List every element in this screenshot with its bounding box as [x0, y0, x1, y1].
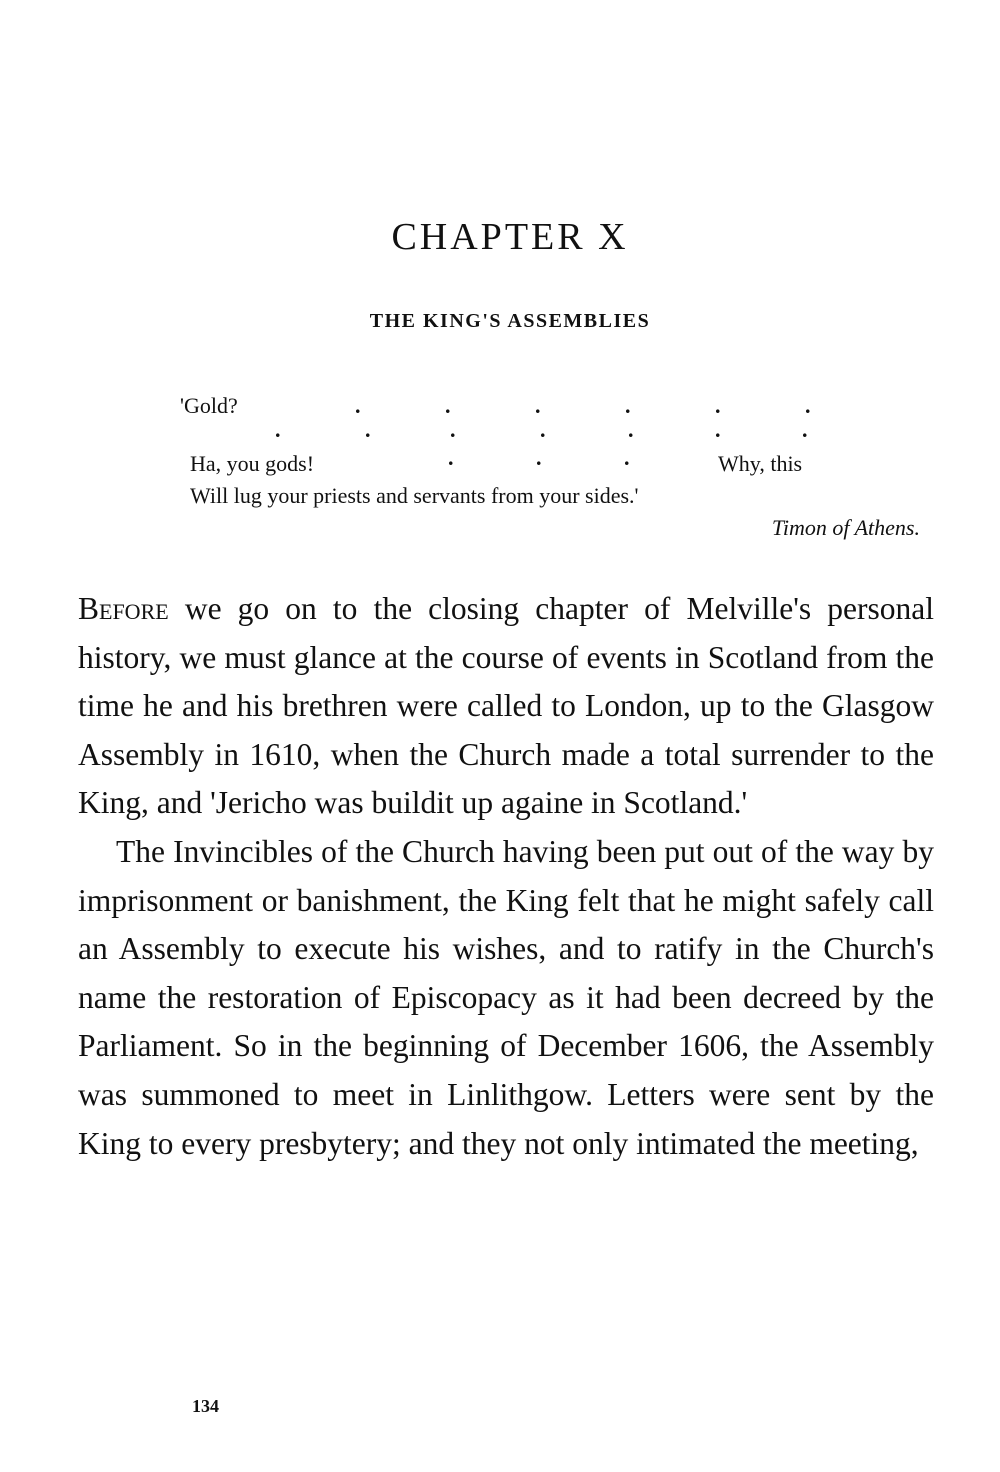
epigraph-line: [180, 480, 920, 512]
paragraph-text: we go on to the closing chapter of Melville's personal history, we must glance at the course of events in Scotland from the time he and his brethren were called to London, up to the Glasgow Assembly in 1610, when the Church made a total surrender to the King, and 'Jericho was buildit up againe in Scotland.': [78, 591, 934, 821]
epigraph-text: Why, this: [718, 451, 803, 476]
epigraph-attribution: Timon of Athens.: [771, 515, 920, 540]
epigraph-text: 'Gold?: [180, 393, 238, 418]
ellipsis-dot: .: [715, 417, 721, 442]
ellipsis-dot: .: [450, 417, 456, 442]
epigraph-attribution-line: [180, 512, 920, 544]
ellipsis-dot: .: [275, 417, 281, 442]
paragraph-lead-word: Before: [78, 591, 169, 626]
epigraph: [180, 390, 920, 544]
ellipsis-dot: .: [805, 393, 811, 418]
chapter-title: CHAPTER X: [391, 216, 629, 258]
paragraph: The Invincibles of the Church having been put out of the way by imprisonment or banishment, the King felt that he might safely call an Assembly to execute his wishes, and to ratify in the Church's name the restoration of Episcopacy as it had been decreed by the Parliament. So in the beginning of December 1606, the Assembly was summoned to meet in Linlithgow. Letters were sent by the King to every presbytery; and they not only intimated the meeting,: [78, 833, 934, 1161]
ellipsis-dot: .: [624, 445, 630, 470]
epigraph-line: [180, 445, 920, 480]
epigraph-text: Ha, you gods!: [190, 451, 315, 476]
ellipsis-dot: .: [715, 393, 721, 418]
chapter-subtitle: THE KING'S ASSEMBLIES: [369, 310, 651, 332]
ellipsis-dot: .: [535, 393, 541, 418]
ellipsis-dot: .: [540, 417, 546, 442]
epigraph-text: Will lug your priests and servants from your sides.': [190, 483, 639, 508]
epigraph-line: [180, 390, 920, 422]
ellipsis-dot: .: [355, 393, 361, 418]
ellipsis-dot: .: [625, 393, 631, 418]
paragraph: [78, 585, 934, 828]
ellipsis-dot: .: [365, 417, 371, 442]
ellipsis-dot: .: [802, 417, 808, 442]
ellipsis-dot: .: [628, 417, 634, 442]
ellipsis-dot: .: [536, 445, 542, 470]
page-number: 134: [192, 1396, 219, 1416]
epigraph-ellipsis-line: [180, 417, 920, 448]
ellipsis-dot: .: [445, 393, 451, 418]
body-text: [78, 585, 934, 1168]
ellipsis-dot: .: [448, 445, 454, 470]
